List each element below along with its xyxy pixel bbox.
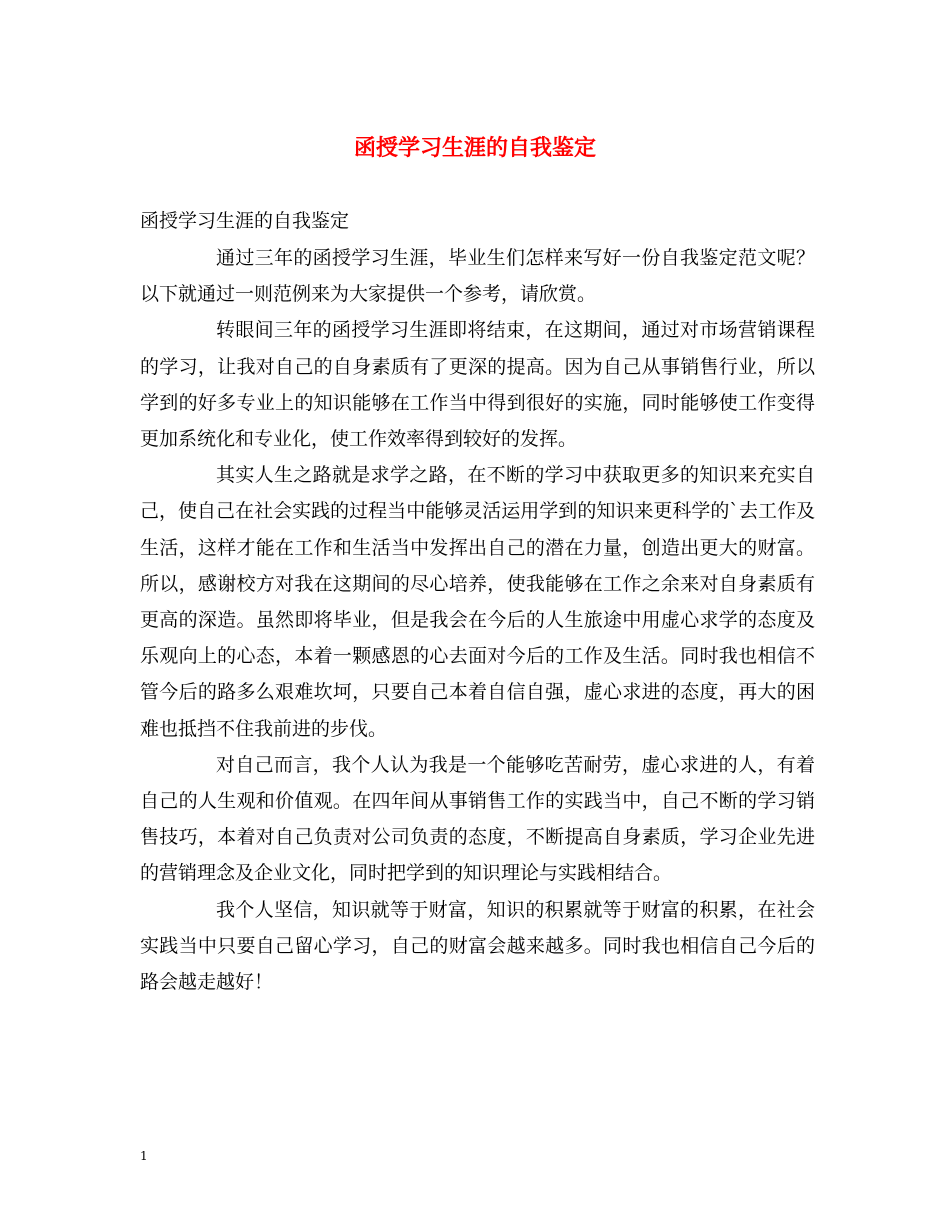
document-title: 函授学习生涯的自我鉴定 — [353, 135, 596, 161]
paragraph-study-summary: 转眼间三年的函授学习生涯即将结束，在这期间，通过对市场营销课程的学习，让我对自己的自身素质有了更深的提高。因为自己从事销售行业，所以学到的好多专业上的知识能够在工作当中得到很好的实施，同时能够使工作变得更加系统化和专业化，使工作效率得到较好的发挥。 — [140, 319, 815, 451]
page-number: 1 — [140, 1149, 148, 1163]
document-body — [140, 240, 815, 1000]
paragraph-intro: 通过三年的函授学习生涯，毕业生们怎样来写好一份自我鉴定范文呢？以下就通过一则范例来为大家提供一个参考，请欣赏。 — [140, 247, 815, 306]
paragraph-conclusion: 我个人坚信，知识就等于财富，知识的积累就等于财富的积累，在社会实践当中只要自己留心学习，自己的财富会越来越多。同时我也相信自己今后的路会越走越好！ — [140, 898, 815, 994]
document-subtitle: 函授学习生涯的自我鉴定 — [140, 210, 350, 232]
paragraph-self-assessment: 对自己而言，我个人认为我是一个能够吃苦耐劳，虚心求进的人，有着自己的人生观和价值观。在四年间从事销售工作的实践当中，自己不断的学习销售技巧，本着对自己负责对公司负责的态度，不断提高自身素质，学习企业先进的营销理念及企业文化，同时把学到的知识理论与实践相结合。 — [140, 753, 815, 885]
paragraph-life-learning: 其实人生之路就是求学之路，在不断的学习中获取更多的知识来充实自己，使自己在社会实践的过程当中能够灵活运用学到的知识来更科学的`去工作及生活，这样才能在工作和生活当中发挥出自己的潜在力量，创造出更大的财富。所以，感谢校方对我在这期间的尽心培养，使我能够在工作之余来对自身素质有更高的深造。虽然即将毕业，但是我会在今后的人生旅途中用虚心求学的态度及乐观向上的心态，本着一颗感恩的心去面对今后的工作及生活。同时我也相信不管今后的路多么艰难坎坷，只要自己本着自信自强，虚心求进的态度，再大的困难也抵挡不住我前进的步伐。 — [140, 464, 815, 740]
